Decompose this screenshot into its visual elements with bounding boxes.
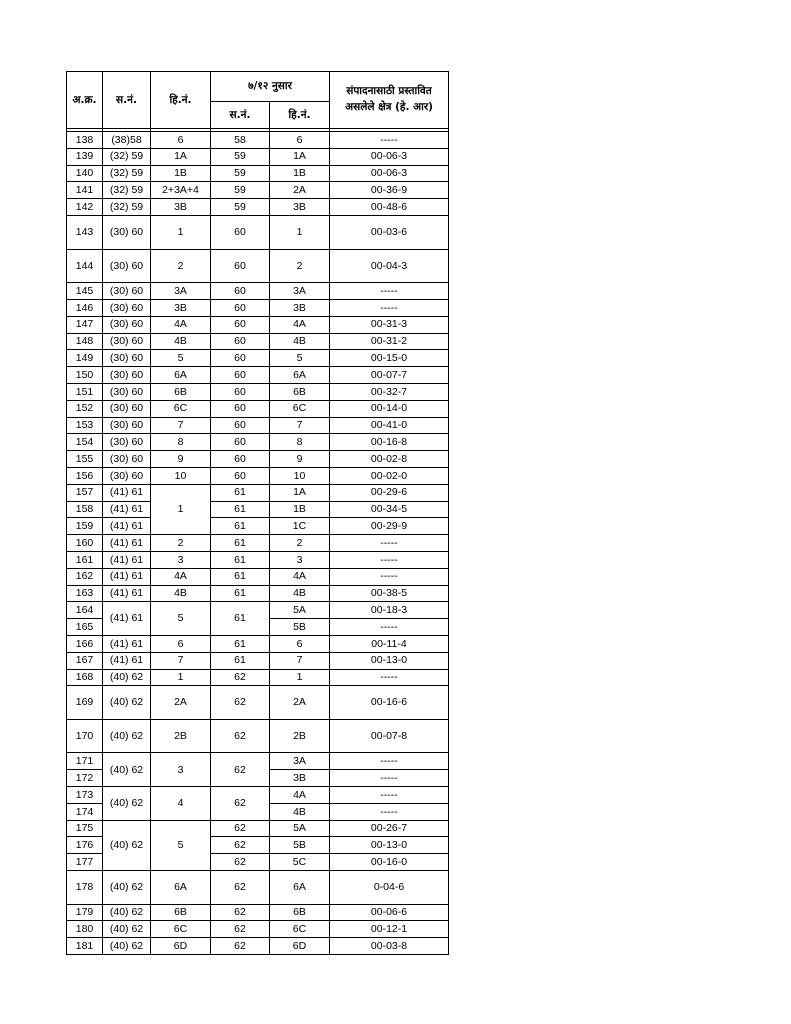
cell-survey-no: (41) 61	[103, 635, 151, 652]
cell-sr-no: 138	[67, 132, 103, 149]
cell-sr-no: 176	[67, 837, 103, 854]
cell-712-survey-no: 62	[211, 686, 270, 720]
cell-sr-no: 157	[67, 484, 103, 501]
cell-sr-no: 142	[67, 199, 103, 216]
cell-survey-no: (41) 61	[103, 568, 151, 585]
table-row	[67, 585, 449, 602]
cell-hissa-no: 3	[151, 753, 211, 787]
cell-survey-no: (41) 61	[103, 551, 151, 568]
cell-712-hissa-no: 2B	[270, 719, 330, 753]
cell-hissa-no: 1B	[151, 165, 211, 182]
cell-area: -----	[330, 803, 449, 820]
cell-area: -----	[330, 535, 449, 552]
cell-sr-no: 159	[67, 518, 103, 535]
table-row	[67, 635, 449, 652]
table-row	[67, 921, 449, 938]
cell-area: 00-03-8	[330, 938, 449, 955]
table-row	[67, 787, 449, 804]
cell-712-hissa-no: 3B	[270, 199, 330, 216]
cell-area: -----	[330, 299, 449, 316]
cell-712-survey-no: 60	[211, 283, 270, 300]
cell-sr-no: 179	[67, 904, 103, 921]
table-row	[67, 686, 449, 720]
cell-area: 00-13-0	[330, 652, 449, 669]
cell-hissa-no: 4B	[151, 333, 211, 350]
cell-712-hissa-no: 5A	[270, 820, 330, 837]
table-row	[67, 383, 449, 400]
cell-area: 00-04-3	[330, 249, 449, 283]
cell-712-hissa-no: 1	[270, 215, 330, 249]
cell-712-survey-no: 59	[211, 182, 270, 199]
cell-712-survey-no: 60	[211, 467, 270, 484]
cell-hissa-no: 6C	[151, 921, 211, 938]
cell-area: -----	[330, 283, 449, 300]
cell-sr-no: 149	[67, 350, 103, 367]
cell-712-hissa-no: 4B	[270, 585, 330, 602]
cell-survey-no: (40) 62	[103, 686, 151, 720]
cell-sr-no: 166	[67, 635, 103, 652]
cell-survey-no: (30) 60	[103, 417, 151, 434]
cell-712-survey-no: 61	[211, 501, 270, 518]
cell-712-survey-no: 60	[211, 299, 270, 316]
table-row	[67, 820, 449, 837]
cell-sr-no: 180	[67, 921, 103, 938]
cell-712-survey-no: 61	[211, 568, 270, 585]
cell-712-hissa-no: 4A	[270, 787, 330, 804]
cell-survey-no: (40) 62	[103, 669, 151, 686]
cell-hissa-no: 6	[151, 132, 211, 149]
cell-sr-no: 151	[67, 383, 103, 400]
cell-712-hissa-no: 6	[270, 635, 330, 652]
cell-712-hissa-no: 7	[270, 652, 330, 669]
cell-712-survey-no: 61	[211, 635, 270, 652]
table-row	[67, 215, 449, 249]
cell-survey-no: (30) 60	[103, 249, 151, 283]
cell-area: 00-34-5	[330, 501, 449, 518]
cell-712-hissa-no: 1B	[270, 501, 330, 518]
table-row	[67, 417, 449, 434]
cell-survey-no: (40) 62	[103, 921, 151, 938]
cell-sr-no: 177	[67, 854, 103, 871]
cell-sr-no: 178	[67, 871, 103, 905]
cell-survey-no: (30) 60	[103, 451, 151, 468]
table-row	[67, 299, 449, 316]
cell-area: 00-13-0	[330, 837, 449, 854]
cell-survey-no: (30) 60	[103, 367, 151, 384]
cell-hissa-no: 1	[151, 669, 211, 686]
cell-712-survey-no: 62	[211, 904, 270, 921]
cell-712-survey-no: 62	[211, 837, 270, 854]
cell-712-survey-no: 60	[211, 451, 270, 468]
header-group-712: ७/१२ नुसार	[211, 72, 330, 102]
cell-hissa-no: 6A	[151, 871, 211, 905]
cell-712-hissa-no: 5C	[270, 854, 330, 871]
cell-hissa-no: 4A	[151, 568, 211, 585]
cell-712-survey-no: 60	[211, 367, 270, 384]
cell-712-hissa-no: 5B	[270, 837, 330, 854]
table-row	[67, 871, 449, 905]
cell-712-hissa-no: 3	[270, 551, 330, 568]
cell-area: 00-06-6	[330, 904, 449, 921]
table-row	[67, 719, 449, 753]
cell-sr-no: 168	[67, 669, 103, 686]
cell-area: 00-29-9	[330, 518, 449, 535]
cell-712-hissa-no: 1C	[270, 518, 330, 535]
cell-712-hissa-no: 10	[270, 467, 330, 484]
cell-hissa-no: 6D	[151, 938, 211, 955]
cell-area: -----	[330, 568, 449, 585]
table-row	[67, 568, 449, 585]
cell-survey-no: (41) 61	[103, 501, 151, 518]
cell-712-hissa-no: 6	[270, 132, 330, 149]
cell-hissa-no: 2B	[151, 719, 211, 753]
cell-712-survey-no: 62	[211, 719, 270, 753]
cell-area: 00-48-6	[330, 199, 449, 216]
cell-sr-no: 173	[67, 787, 103, 804]
table-row	[67, 904, 449, 921]
cell-survey-no: (32) 59	[103, 148, 151, 165]
cell-712-hissa-no: 3A	[270, 283, 330, 300]
cell-712-hissa-no: 6C	[270, 400, 330, 417]
table-row	[67, 434, 449, 451]
cell-sr-no: 162	[67, 568, 103, 585]
cell-survey-no: (30) 60	[103, 400, 151, 417]
cell-sr-no: 174	[67, 803, 103, 820]
cell-hissa-no: 3	[151, 551, 211, 568]
cell-survey-no: (32) 59	[103, 165, 151, 182]
cell-area: 00-12-1	[330, 921, 449, 938]
cell-sr-no: 150	[67, 367, 103, 384]
cell-area: 00-26-7	[330, 820, 449, 837]
cell-712-survey-no: 61	[211, 551, 270, 568]
cell-hissa-no: 5	[151, 350, 211, 367]
cell-712-hissa-no: 3B	[270, 299, 330, 316]
cell-area: 0-04-6	[330, 871, 449, 905]
cell-area: -----	[330, 551, 449, 568]
cell-712-hissa-no: 6C	[270, 921, 330, 938]
cell-hissa-no: 2A	[151, 686, 211, 720]
cell-sr-no: 139	[67, 148, 103, 165]
cell-sr-no: 165	[67, 619, 103, 636]
cell-survey-no: (32) 59	[103, 199, 151, 216]
table-row	[67, 283, 449, 300]
cell-survey-no: (40) 62	[103, 938, 151, 955]
cell-area: 00-18-3	[330, 602, 449, 619]
cell-712-survey-no: 60	[211, 417, 270, 434]
cell-712-survey-no: 60	[211, 333, 270, 350]
cell-712-survey-no: 61	[211, 518, 270, 535]
cell-survey-no: (30) 60	[103, 333, 151, 350]
cell-712-hissa-no: 6B	[270, 383, 330, 400]
cell-survey-no: (40) 62	[103, 871, 151, 905]
cell-hissa-no: 1A	[151, 148, 211, 165]
cell-hissa-no: 3A	[151, 283, 211, 300]
cell-sr-no: 152	[67, 400, 103, 417]
table-body	[67, 132, 449, 955]
table-row	[67, 148, 449, 165]
cell-area: 00-38-5	[330, 585, 449, 602]
cell-sr-no: 155	[67, 451, 103, 468]
cell-sr-no: 171	[67, 753, 103, 770]
table-row	[67, 551, 449, 568]
table-row	[67, 350, 449, 367]
cell-712-hissa-no: 5A	[270, 602, 330, 619]
cell-hissa-no: 5	[151, 602, 211, 636]
cell-712-survey-no: 62	[211, 938, 270, 955]
cell-712-survey-no: 62	[211, 669, 270, 686]
cell-sr-no: 146	[67, 299, 103, 316]
cell-survey-no: (40) 62	[103, 719, 151, 753]
cell-area: 00-32-7	[330, 383, 449, 400]
cell-area: -----	[330, 770, 449, 787]
table-row	[67, 400, 449, 417]
cell-712-hissa-no: 2	[270, 249, 330, 283]
cell-area: 00-02-0	[330, 467, 449, 484]
cell-712-survey-no: 60	[211, 383, 270, 400]
cell-sr-no: 156	[67, 467, 103, 484]
cell-712-hissa-no: 7	[270, 417, 330, 434]
cell-survey-no: (40) 62	[103, 787, 151, 821]
cell-712-survey-no: 61	[211, 602, 270, 636]
cell-survey-no: (38)58	[103, 132, 151, 149]
cell-sr-no: 148	[67, 333, 103, 350]
cell-712-hissa-no: 6D	[270, 938, 330, 955]
cell-712-hissa-no: 3B	[270, 770, 330, 787]
cell-survey-no: (40) 62	[103, 753, 151, 787]
table-row	[67, 316, 449, 333]
cell-area: 00-16-6	[330, 686, 449, 720]
cell-712-hissa-no: 6A	[270, 871, 330, 905]
cell-hissa-no: 2	[151, 535, 211, 552]
header-area: संपादनासाठी प्रस्तावित असलेले क्षेत्र (हे. आर)	[330, 72, 449, 129]
cell-712-hissa-no: 5	[270, 350, 330, 367]
cell-sr-no: 163	[67, 585, 103, 602]
cell-survey-no: (41) 61	[103, 484, 151, 501]
cell-hissa-no: 3B	[151, 299, 211, 316]
cell-hissa-no: 9	[151, 451, 211, 468]
cell-hissa-no: 6B	[151, 383, 211, 400]
cell-survey-no: (40) 62	[103, 904, 151, 921]
cell-survey-no: (32) 59	[103, 182, 151, 199]
cell-712-hissa-no: 1A	[270, 484, 330, 501]
table-row	[67, 669, 449, 686]
header-survey-no: स.नं.	[103, 72, 151, 129]
cell-survey-no: (30) 60	[103, 383, 151, 400]
cell-survey-no: (30) 60	[103, 215, 151, 249]
cell-sr-no: 172	[67, 770, 103, 787]
cell-area: 00-07-8	[330, 719, 449, 753]
cell-sr-no: 175	[67, 820, 103, 837]
cell-sr-no: 144	[67, 249, 103, 283]
cell-712-survey-no: 62	[211, 871, 270, 905]
table-row	[67, 753, 449, 770]
cell-712-hissa-no: 1	[270, 669, 330, 686]
cell-712-survey-no: 61	[211, 585, 270, 602]
cell-hissa-no: 5	[151, 820, 211, 870]
cell-sr-no: 161	[67, 551, 103, 568]
cell-712-survey-no: 62	[211, 921, 270, 938]
cell-hissa-no: 7	[151, 417, 211, 434]
cell-712-hissa-no: 2A	[270, 182, 330, 199]
header-sr-no: अ.क्र.	[67, 72, 103, 129]
cell-sr-no: 141	[67, 182, 103, 199]
cell-area: 00-06-3	[330, 165, 449, 182]
cell-hissa-no: 1	[151, 215, 211, 249]
cell-712-survey-no: 58	[211, 132, 270, 149]
cell-hissa-no: 4A	[151, 316, 211, 333]
cell-survey-no: (30) 60	[103, 299, 151, 316]
cell-sr-no: 145	[67, 283, 103, 300]
cell-area: -----	[330, 753, 449, 770]
cell-hissa-no: 2+3A+4	[151, 182, 211, 199]
cell-sr-no: 143	[67, 215, 103, 249]
cell-sr-no: 164	[67, 602, 103, 619]
cell-712-hissa-no: 1B	[270, 165, 330, 182]
cell-712-survey-no: 62	[211, 753, 270, 787]
cell-hissa-no: 2	[151, 249, 211, 283]
cell-712-hissa-no: 2	[270, 535, 330, 552]
cell-712-hissa-no: 1A	[270, 148, 330, 165]
table-row	[67, 938, 449, 955]
cell-area: 00-31-2	[330, 333, 449, 350]
table-row	[67, 199, 449, 216]
cell-712-survey-no: 60	[211, 400, 270, 417]
cell-712-survey-no: 60	[211, 350, 270, 367]
cell-712-survey-no: 60	[211, 434, 270, 451]
cell-hissa-no: 8	[151, 434, 211, 451]
header-sub-survey-no: स.नं.	[211, 102, 270, 129]
table-row	[67, 501, 449, 518]
table-row	[67, 467, 449, 484]
cell-sr-no: 158	[67, 501, 103, 518]
cell-area: 00-36-9	[330, 182, 449, 199]
cell-area: 00-14-0	[330, 400, 449, 417]
table-row	[67, 652, 449, 669]
cell-712-survey-no: 60	[211, 316, 270, 333]
cell-hissa-no: 6	[151, 635, 211, 652]
cell-hissa-no: 6C	[151, 400, 211, 417]
land-acquisition-table	[66, 71, 449, 955]
cell-area: 00-02-8	[330, 451, 449, 468]
cell-sr-no: 169	[67, 686, 103, 720]
cell-712-survey-no: 59	[211, 165, 270, 182]
table-row	[67, 249, 449, 283]
cell-area: 00-06-3	[330, 148, 449, 165]
cell-712-survey-no: 60	[211, 249, 270, 283]
cell-sr-no: 160	[67, 535, 103, 552]
cell-area: 00-41-0	[330, 417, 449, 434]
table-row	[67, 132, 449, 149]
table-row	[67, 182, 449, 199]
cell-hissa-no: 7	[151, 652, 211, 669]
cell-712-hissa-no: 5B	[270, 619, 330, 636]
cell-712-hissa-no: 6B	[270, 904, 330, 921]
cell-survey-no: (41) 61	[103, 535, 151, 552]
cell-sr-no: 154	[67, 434, 103, 451]
table-row	[67, 535, 449, 552]
cell-712-hissa-no: 4A	[270, 568, 330, 585]
cell-712-survey-no: 62	[211, 787, 270, 821]
cell-hissa-no: 10	[151, 467, 211, 484]
cell-sr-no: 170	[67, 719, 103, 753]
cell-sr-no: 167	[67, 652, 103, 669]
cell-survey-no: (30) 60	[103, 350, 151, 367]
table-row	[67, 484, 449, 501]
cell-hissa-no: 4	[151, 787, 211, 821]
cell-area: 00-11-4	[330, 635, 449, 652]
cell-survey-no: (30) 60	[103, 283, 151, 300]
cell-survey-no: (41) 61	[103, 585, 151, 602]
cell-sr-no: 147	[67, 316, 103, 333]
cell-712-hissa-no: 8	[270, 434, 330, 451]
cell-712-survey-no: 59	[211, 199, 270, 216]
cell-survey-no: (30) 60	[103, 434, 151, 451]
cell-712-hissa-no: 4B	[270, 333, 330, 350]
cell-area: 00-31-3	[330, 316, 449, 333]
cell-survey-no: (41) 61	[103, 652, 151, 669]
cell-712-hissa-no: 9	[270, 451, 330, 468]
table-row	[67, 333, 449, 350]
cell-712-hissa-no: 2A	[270, 686, 330, 720]
table-row	[67, 451, 449, 468]
cell-area: -----	[330, 787, 449, 804]
cell-area: -----	[330, 132, 449, 149]
cell-712-survey-no: 62	[211, 820, 270, 837]
table-row	[67, 165, 449, 182]
cell-sr-no: 153	[67, 417, 103, 434]
table-row	[67, 518, 449, 535]
cell-712-survey-no: 59	[211, 148, 270, 165]
cell-area: 00-03-6	[330, 215, 449, 249]
cell-712-survey-no: 61	[211, 652, 270, 669]
cell-area: 00-16-0	[330, 854, 449, 871]
cell-sr-no: 181	[67, 938, 103, 955]
cell-area: -----	[330, 619, 449, 636]
table-row	[67, 602, 449, 619]
cell-712-hissa-no: 3A	[270, 753, 330, 770]
cell-survey-no: (41) 61	[103, 602, 151, 636]
cell-712-survey-no: 60	[211, 215, 270, 249]
cell-hissa-no: 4B	[151, 585, 211, 602]
cell-hissa-no: 3B	[151, 199, 211, 216]
cell-area: 00-15-0	[330, 350, 449, 367]
cell-712-hissa-no: 4A	[270, 316, 330, 333]
cell-survey-no: (30) 60	[103, 316, 151, 333]
cell-survey-no: (41) 61	[103, 518, 151, 535]
cell-survey-no: (40) 62	[103, 820, 151, 870]
cell-survey-no: (30) 60	[103, 467, 151, 484]
cell-area: 00-29-6	[330, 484, 449, 501]
cell-sr-no: 140	[67, 165, 103, 182]
cell-712-survey-no: 61	[211, 535, 270, 552]
cell-hissa-no: 6B	[151, 904, 211, 921]
cell-712-survey-no: 61	[211, 484, 270, 501]
cell-hissa-no: 6A	[151, 367, 211, 384]
cell-hissa-no: 1	[151, 484, 211, 534]
cell-area: 00-07-7	[330, 367, 449, 384]
cell-712-hissa-no: 6A	[270, 367, 330, 384]
cell-712-survey-no: 62	[211, 854, 270, 871]
cell-712-hissa-no: 4B	[270, 803, 330, 820]
header-sub-hissa-no: हि.नं.	[270, 102, 330, 129]
table-row	[67, 367, 449, 384]
cell-area: -----	[330, 669, 449, 686]
cell-area: 00-16-8	[330, 434, 449, 451]
header-hissa-no: हि.नं.	[151, 72, 211, 129]
